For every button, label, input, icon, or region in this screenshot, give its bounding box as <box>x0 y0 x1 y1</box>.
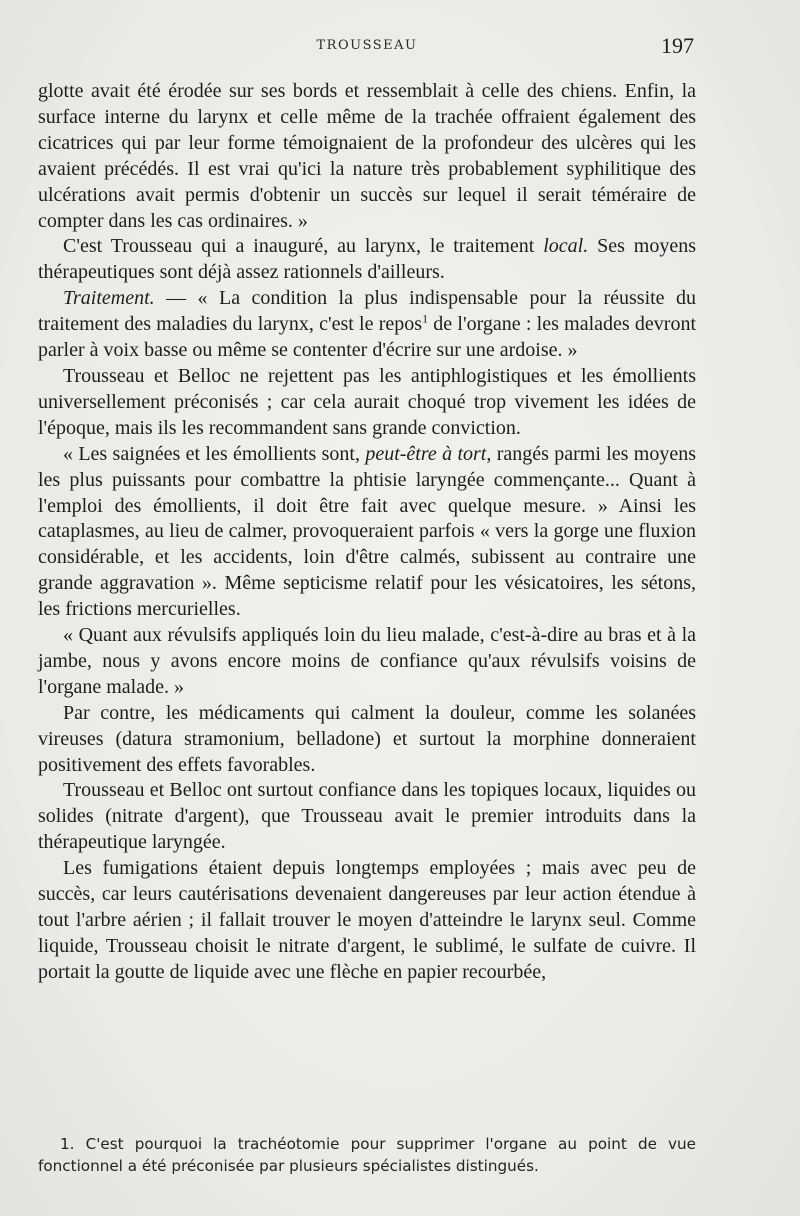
paragraph-4 <box>38 364 696 442</box>
paragraph-4-text: Trousseau et Belloc ne rejettent pas les antiphlogistiques et les émollients universellement préconisés ; car cela aurait choqué trop vivement les idées de l'époque, mais ils les recommandent sans grande conviction. <box>38 364 696 439</box>
paragraph-9 <box>38 856 696 986</box>
footnote-reference: 1 <box>422 311 429 326</box>
paragraph-7 <box>38 701 696 779</box>
paragraph-3-text-start: — « La condition la plus indispensable pour la réussite du traitement des maladies du larynx, c'est le repos <box>38 287 696 336</box>
paragraph-8 <box>38 778 696 856</box>
paragraph-6 <box>38 623 696 701</box>
paragraph-7-text: Par contre, les médicaments qui calment la douleur, comme les solanées vireuses (datura stramonium, belladone) et surtout la morphine donneraient positivement des effets favorables. <box>38 701 696 776</box>
paragraph-1-text: glotte avait été érodée sur ses bords et ressemblait à celle des chiens. Enfin, la surface interne du larynx et celle même de la trachée offraient également des cicatrices qui par leur forme témoignaient de la profondeur des ulcères qui les avaient précédés. Il est vrai qu'ici la nature très probablement syphilitique des ulcérations avait permis d'obtenir un succès sur lequel il serait téméraire de compter dans les cas ordinaires. » <box>38 80 696 232</box>
page-number: 197 <box>661 33 694 58</box>
paragraph-6-text: « Quant aux révulsifs appliqués loin du lieu malade, c'est-à-dire au bras et à la jambe, nous y avons encore moins de confiance qu'aux révulsifs voisins de l'organe malade. » <box>38 624 696 698</box>
footnote-paragraph <box>38 1133 696 1177</box>
paragraph-5-text-end: , rangés parmi les moyens les plus puissants pour combattre la phtisie laryngée commençante... Quant à l'emploi des émollients, il doit être fait avec quelque mesure. » Ainsi les cataplasmes, au lieu de calmer, provoqueraient parfois « vers la gorge une fluxion considérable, et les accidents, loin d'être calmés, subissent au contraire une grande aggravation ». Même septicisme relatif pour les vésicatoires, les sétons, les frictions mercurielles. <box>38 442 697 621</box>
paragraph-3-heading: Traitement. <box>63 287 155 310</box>
footnote-marker: 1. <box>60 1135 75 1153</box>
paragraph-1 <box>38 79 696 234</box>
paragraph-2-emphasis: local. <box>543 235 589 258</box>
paragraph-5-emphasis: peut-être à tort <box>365 442 487 465</box>
paragraph-2-text-start: C'est Trousseau qui a inauguré, au larynx, le traitement <box>63 235 544 258</box>
paragraph-2 <box>38 234 696 286</box>
footnote-text: C'est pourquoi la trachéotomie pour supprimer l'organe au point de vue fonctionnel a été préconisée par plusieurs spécialistes distingués. <box>38 1135 696 1175</box>
paragraph-3 <box>38 286 696 364</box>
running-title: TROUSSEAU <box>316 38 418 53</box>
paragraph-9-text: Les fumigations étaient depuis longtemps employées ; mais avec peu de succès, car leurs cautérisations devenaient dangereuses par leur action étendue à tout l'arbre aérien ; il fallait trouver le moyen d'atteindre le larynx seul. Comme liquide, Trousseau choisit le nitrate d'argent, le sublimé, le sulfate de cuivre. Il portait la goutte de liquide avec une flèche en papier recourbée, <box>38 857 696 983</box>
main-text <box>38 79 696 986</box>
paragraph-2-text-end: Ses moyens thérapeutiques sont déjà assez rationnels d'ailleurs. <box>38 235 697 284</box>
paragraph-5-text-start: « Les saignées et les émollients sont, <box>63 442 366 465</box>
footnote <box>38 1133 696 1177</box>
paragraph-8-text: Trousseau et Belloc ont surtout confiance dans les topiques locaux, liquides ou solides (nitrate d'argent), que Trousseau avait le premier introduits dans la thérapeutique laryngée. <box>38 779 696 854</box>
paragraph-3-text-end: de l'organe : les malades devront parler à voix basse ou même se contenter d'écrire sur une ardoise. » <box>38 313 696 362</box>
page-header <box>38 30 696 66</box>
paragraph-5 <box>38 442 696 623</box>
